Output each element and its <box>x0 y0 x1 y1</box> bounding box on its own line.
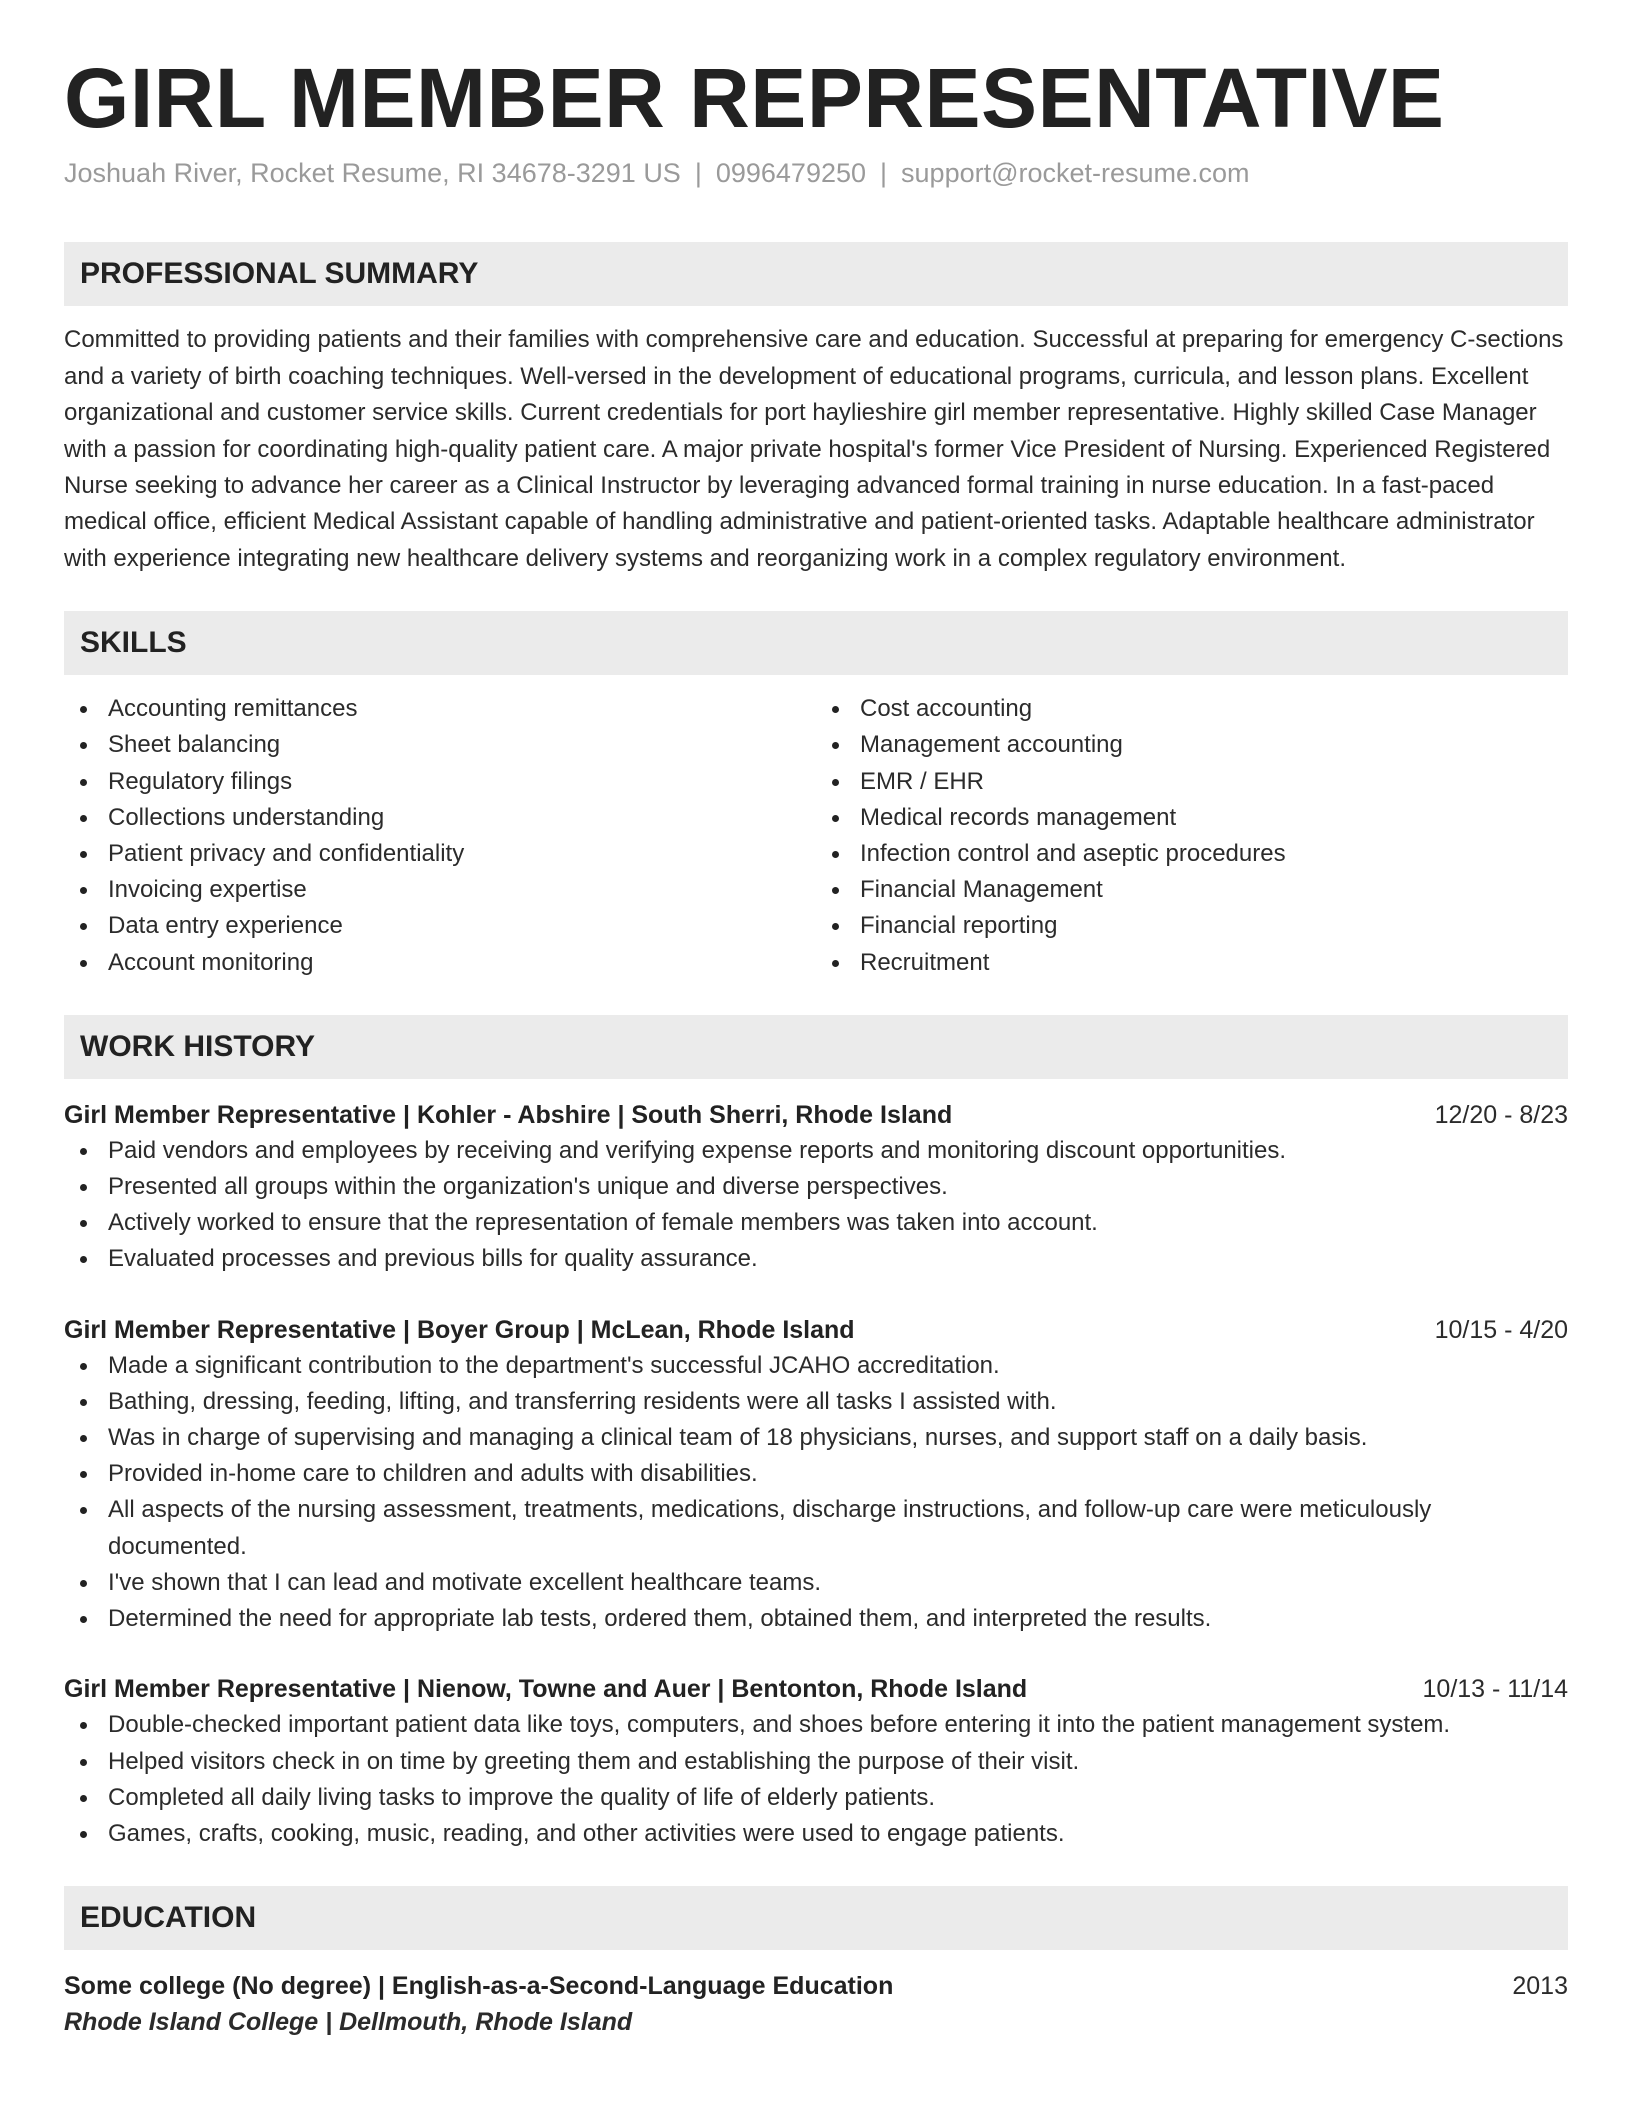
job-bullet: Actively worked to ensure that the representation of female members was taken into account. <box>64 1205 1568 1241</box>
skill-item: Medical records management <box>816 800 1568 836</box>
job-header <box>64 1097 1568 1133</box>
skill-item: Patient privacy and confidentiality <box>64 836 816 872</box>
skill-item: Sheet balancing <box>64 727 816 763</box>
job-header <box>64 1312 1568 1348</box>
job-bullet: All aspects of the nursing assessment, treatments, medications, discharge instructions, and follow-up care were meticulously documented. <box>64 1492 1568 1564</box>
job-dates: 10/15 - 4/20 <box>1434 1315 1568 1344</box>
job-bullet: Completed all daily living tasks to improve the quality of life of elderly patients. <box>64 1780 1568 1816</box>
job-bullet: Determined the need for appropriate lab tests, ordered them, obtained them, and interpreted the results. <box>64 1601 1568 1637</box>
contact-line <box>64 158 1568 189</box>
skill-item: Financial Management <box>816 872 1568 908</box>
job-bullet: Presented all groups within the organization's unique and diverse perspectives. <box>64 1169 1568 1205</box>
skill-item: EMR / EHR <box>816 764 1568 800</box>
job-bullets <box>64 1348 1568 1638</box>
job-bullet: Games, crafts, cooking, music, reading, and other activities were used to engage patients. <box>64 1816 1568 1852</box>
skill-item: Accounting remittances <box>64 691 816 727</box>
work-history-header: WORK HISTORY <box>64 1015 1568 1079</box>
candidate-title: GIRL MEMBER REPRESENTATIVE <box>64 51 1445 145</box>
skill-item: Regulatory filings <box>64 764 816 800</box>
skill-item: Recruitment <box>816 945 1568 981</box>
education-school: Rhode Island College | Dellmouth, Rhode Island <box>64 2008 633 2037</box>
education-entry <box>64 1968 1568 2004</box>
job-bullet: I've shown that I can lead and motivate excellent healthcare teams. <box>64 1565 1568 1601</box>
work-history-list <box>64 1097 1568 1852</box>
contact-address: Joshuah River, Rocket Resume, RI 34678-3291 US <box>64 158 681 189</box>
job-bullet: Double-checked important patient data like toys, computers, and shoes before entering it into the patient management system. <box>64 1707 1568 1743</box>
job-bullet: Helped visitors check in on time by greeting them and establishing the purpose of their visit. <box>64 1744 1568 1780</box>
skills-list-right <box>816 691 1568 981</box>
skill-item: Data entry experience <box>64 908 816 944</box>
contact-separator: | <box>694 158 702 189</box>
skill-item: Account monitoring <box>64 945 816 981</box>
job-bullet: Paid vendors and employees by receiving and verifying expense reports and monitoring discount opportunities. <box>64 1133 1568 1169</box>
summary-text: Committed to providing patients and their families with comprehensive care and education. Successful at preparing for emergency C-sections and a variety of birth coaching techniques. Well-versed in the development of educational programs, curricula, and lesson plans. Excellent organizational and customer service skills. Current credentials for port haylieshire girl member representative. Highly skilled Case Manager with a passion for coordinating high-quality patient care. A major private hospital's former Vice President of Nursing. Experienced Registered Nurse seeking to advance her career as a Clinical Instructor by leveraging advanced formal training in nurse education. In a fast-paced medical office, efficient Medical Assistant capable of handling administrative and patient-oriented tasks. Adaptable healthcare administrator with experience integrating new healthcare delivery systems and reorganizing work in a complex regulatory environment. <box>64 326 1564 572</box>
job-header <box>64 1671 1568 1707</box>
job-title: Girl Member Representative | Kohler - Abshire | South Sherri, Rhode Island <box>64 1100 953 1129</box>
education-degree: Some college (No degree) | English-as-a-Second-Language Education <box>64 1972 894 2001</box>
job-entry <box>64 1312 1568 1638</box>
skill-item: Financial reporting <box>816 908 1568 944</box>
job-bullet: Evaluated processes and previous bills for quality assurance. <box>64 1241 1568 1277</box>
contact-email: support@rocket-resume.com <box>901 158 1250 189</box>
skill-item: Infection control and aseptic procedures <box>816 836 1568 872</box>
job-entry <box>64 1097 1568 1278</box>
contact-separator: | <box>880 158 888 189</box>
resume-page <box>64 0 1568 2040</box>
job-bullets <box>64 1707 1568 1852</box>
job-bullet: Provided in-home care to children and adults with disabilities. <box>64 1456 1568 1492</box>
contact-phone: 0996479250 <box>715 158 867 189</box>
summary-header: PROFESSIONAL SUMMARY <box>64 242 1568 306</box>
education-year: 2013 <box>1512 1972 1568 2001</box>
job-bullets <box>64 1133 1568 1278</box>
skills-columns <box>64 691 1568 981</box>
job-dates: 10/13 - 11/14 <box>1422 1675 1568 1704</box>
skill-item: Cost accounting <box>816 691 1568 727</box>
education-header: EDUCATION <box>64 1886 1568 1950</box>
skill-item: Management accounting <box>816 727 1568 763</box>
job-title: Girl Member Representative | Nienow, Towne and Auer | Bentonton, Rhode Island <box>64 1675 1028 1704</box>
skill-item: Invoicing expertise <box>64 872 816 908</box>
skill-item: Collections understanding <box>64 800 816 836</box>
skills-list-left <box>64 691 816 981</box>
job-entry <box>64 1671 1568 1852</box>
job-bullet: Bathing, dressing, feeding, lifting, and transferring residents were all tasks I assisted with. <box>64 1384 1568 1420</box>
job-bullet: Was in charge of supervising and managing a clinical team of 18 physicians, nurses, and support staff on a daily basis. <box>64 1420 1568 1456</box>
job-bullet: Made a significant contribution to the department's successful JCAHO accreditation. <box>64 1348 1568 1384</box>
job-dates: 12/20 - 8/23 <box>1434 1100 1568 1129</box>
skills-header: SKILLS <box>64 611 1568 675</box>
job-title: Girl Member Representative | Boyer Group | McLean, Rhode Island <box>64 1315 855 1344</box>
